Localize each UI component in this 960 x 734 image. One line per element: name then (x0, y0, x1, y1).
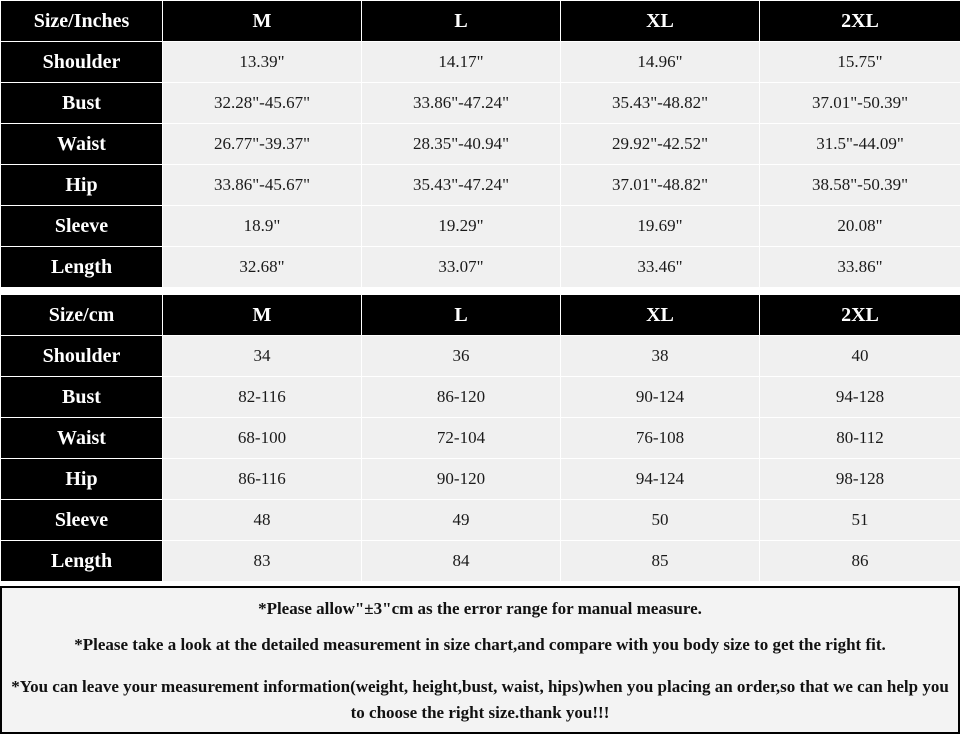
table-header-row (1, 1, 960, 42)
table-header-row (1, 295, 960, 336)
table-row (1, 83, 960, 124)
row-label-sleeve: Sleeve (1, 500, 163, 541)
table-cell: 35.43"-47.24" (362, 165, 561, 206)
table-cell: 37.01"-48.82" (561, 165, 760, 206)
table-cell: 82-116 (163, 377, 362, 418)
row-label-bust: Bust (1, 377, 163, 418)
table-cell: 51 (760, 500, 960, 541)
header-cell-m: M (163, 295, 362, 336)
table-cell: 94-124 (561, 459, 760, 500)
table-cell: 86 (760, 541, 960, 582)
table-cell: 33.46" (561, 247, 760, 288)
table-cell: 33.86"-47.24" (362, 83, 561, 124)
table-cell: 19.69" (561, 206, 760, 247)
table-cell: 90-124 (561, 377, 760, 418)
table-row (1, 124, 960, 165)
row-label-waist: Waist (1, 418, 163, 459)
table-cell: 83 (163, 541, 362, 582)
table-cell: 40 (760, 336, 960, 377)
row-label-sleeve: Sleeve (1, 206, 163, 247)
table-cell: 90-120 (362, 459, 561, 500)
notes-box (0, 586, 960, 734)
table-cell: 84 (362, 541, 561, 582)
table-cell: 36 (362, 336, 561, 377)
size-table-cm (0, 294, 960, 582)
table-cell: 49 (362, 500, 561, 541)
table-row (1, 459, 960, 500)
header-cell-2xl: 2XL (760, 295, 960, 336)
table-row (1, 247, 960, 288)
table-cell: 32.68" (163, 247, 362, 288)
table-cell: 20.08" (760, 206, 960, 247)
table-row (1, 165, 960, 206)
row-label-waist: Waist (1, 124, 163, 165)
table-cell: 50 (561, 500, 760, 541)
table-cell: 31.5"-44.09" (760, 124, 960, 165)
table-row (1, 42, 960, 83)
table-cell: 18.9" (163, 206, 362, 247)
table-row (1, 206, 960, 247)
header-cell-m: M (163, 1, 362, 42)
table-cell: 85 (561, 541, 760, 582)
table-cell: 33.86"-45.67" (163, 165, 362, 206)
table-cell: 68-100 (163, 418, 362, 459)
table-cell: 14.96" (561, 42, 760, 83)
table-cell: 38.58"-50.39" (760, 165, 960, 206)
table-row (1, 541, 960, 582)
table-cell: 19.29" (362, 206, 561, 247)
row-label-hip: Hip (1, 165, 163, 206)
row-label-shoulder: Shoulder (1, 336, 163, 377)
table-cell: 26.77"-39.37" (163, 124, 362, 165)
table-row (1, 500, 960, 541)
table-cell: 38 (561, 336, 760, 377)
table-cell: 72-104 (362, 418, 561, 459)
note-leave-measurements: *You can leave your measurement information(weight, height,bust, waist, hips)when you placing an order,so that we can help you to choose the right size.thank you!!! (8, 674, 952, 726)
row-label-length: Length (1, 541, 163, 582)
row-label-bust: Bust (1, 83, 163, 124)
note-compare-size: *Please take a look at the detailed measurement in size chart,and compare with you body size to get the right fit. (8, 632, 952, 658)
table-cell: 33.07" (362, 247, 561, 288)
header-cell-l: L (362, 1, 561, 42)
table-cell: 34 (163, 336, 362, 377)
table-cell: 13.39" (163, 42, 362, 83)
header-cell-size: Size/Inches (1, 1, 163, 42)
table-cell: 33.86" (760, 247, 960, 288)
row-label-hip: Hip (1, 459, 163, 500)
table-cell: 35.43"-48.82" (561, 83, 760, 124)
table-row (1, 377, 960, 418)
note-error-range: *Please allow"±3"cm as the error range for manual measure. (8, 596, 952, 622)
table-cell: 28.35"-40.94" (362, 124, 561, 165)
table-cell: 37.01"-50.39" (760, 83, 960, 124)
table-row (1, 418, 960, 459)
table-row (1, 336, 960, 377)
table-cell: 86-116 (163, 459, 362, 500)
table-cell: 86-120 (362, 377, 561, 418)
header-cell-l: L (362, 295, 561, 336)
table-cell: 48 (163, 500, 362, 541)
size-table-inches (0, 0, 960, 288)
table-cell: 29.92"-42.52" (561, 124, 760, 165)
table-cell: 98-128 (760, 459, 960, 500)
table-cell: 14.17" (362, 42, 561, 83)
table-cell: 32.28"-45.67" (163, 83, 362, 124)
header-cell-xl: XL (561, 295, 760, 336)
header-cell-xl: XL (561, 1, 760, 42)
row-label-shoulder: Shoulder (1, 42, 163, 83)
table-cell: 15.75" (760, 42, 960, 83)
row-label-length: Length (1, 247, 163, 288)
header-cell-size: Size/cm (1, 295, 163, 336)
table-cell: 76-108 (561, 418, 760, 459)
header-cell-2xl: 2XL (760, 1, 960, 42)
table-cell: 80-112 (760, 418, 960, 459)
table-cell: 94-128 (760, 377, 960, 418)
